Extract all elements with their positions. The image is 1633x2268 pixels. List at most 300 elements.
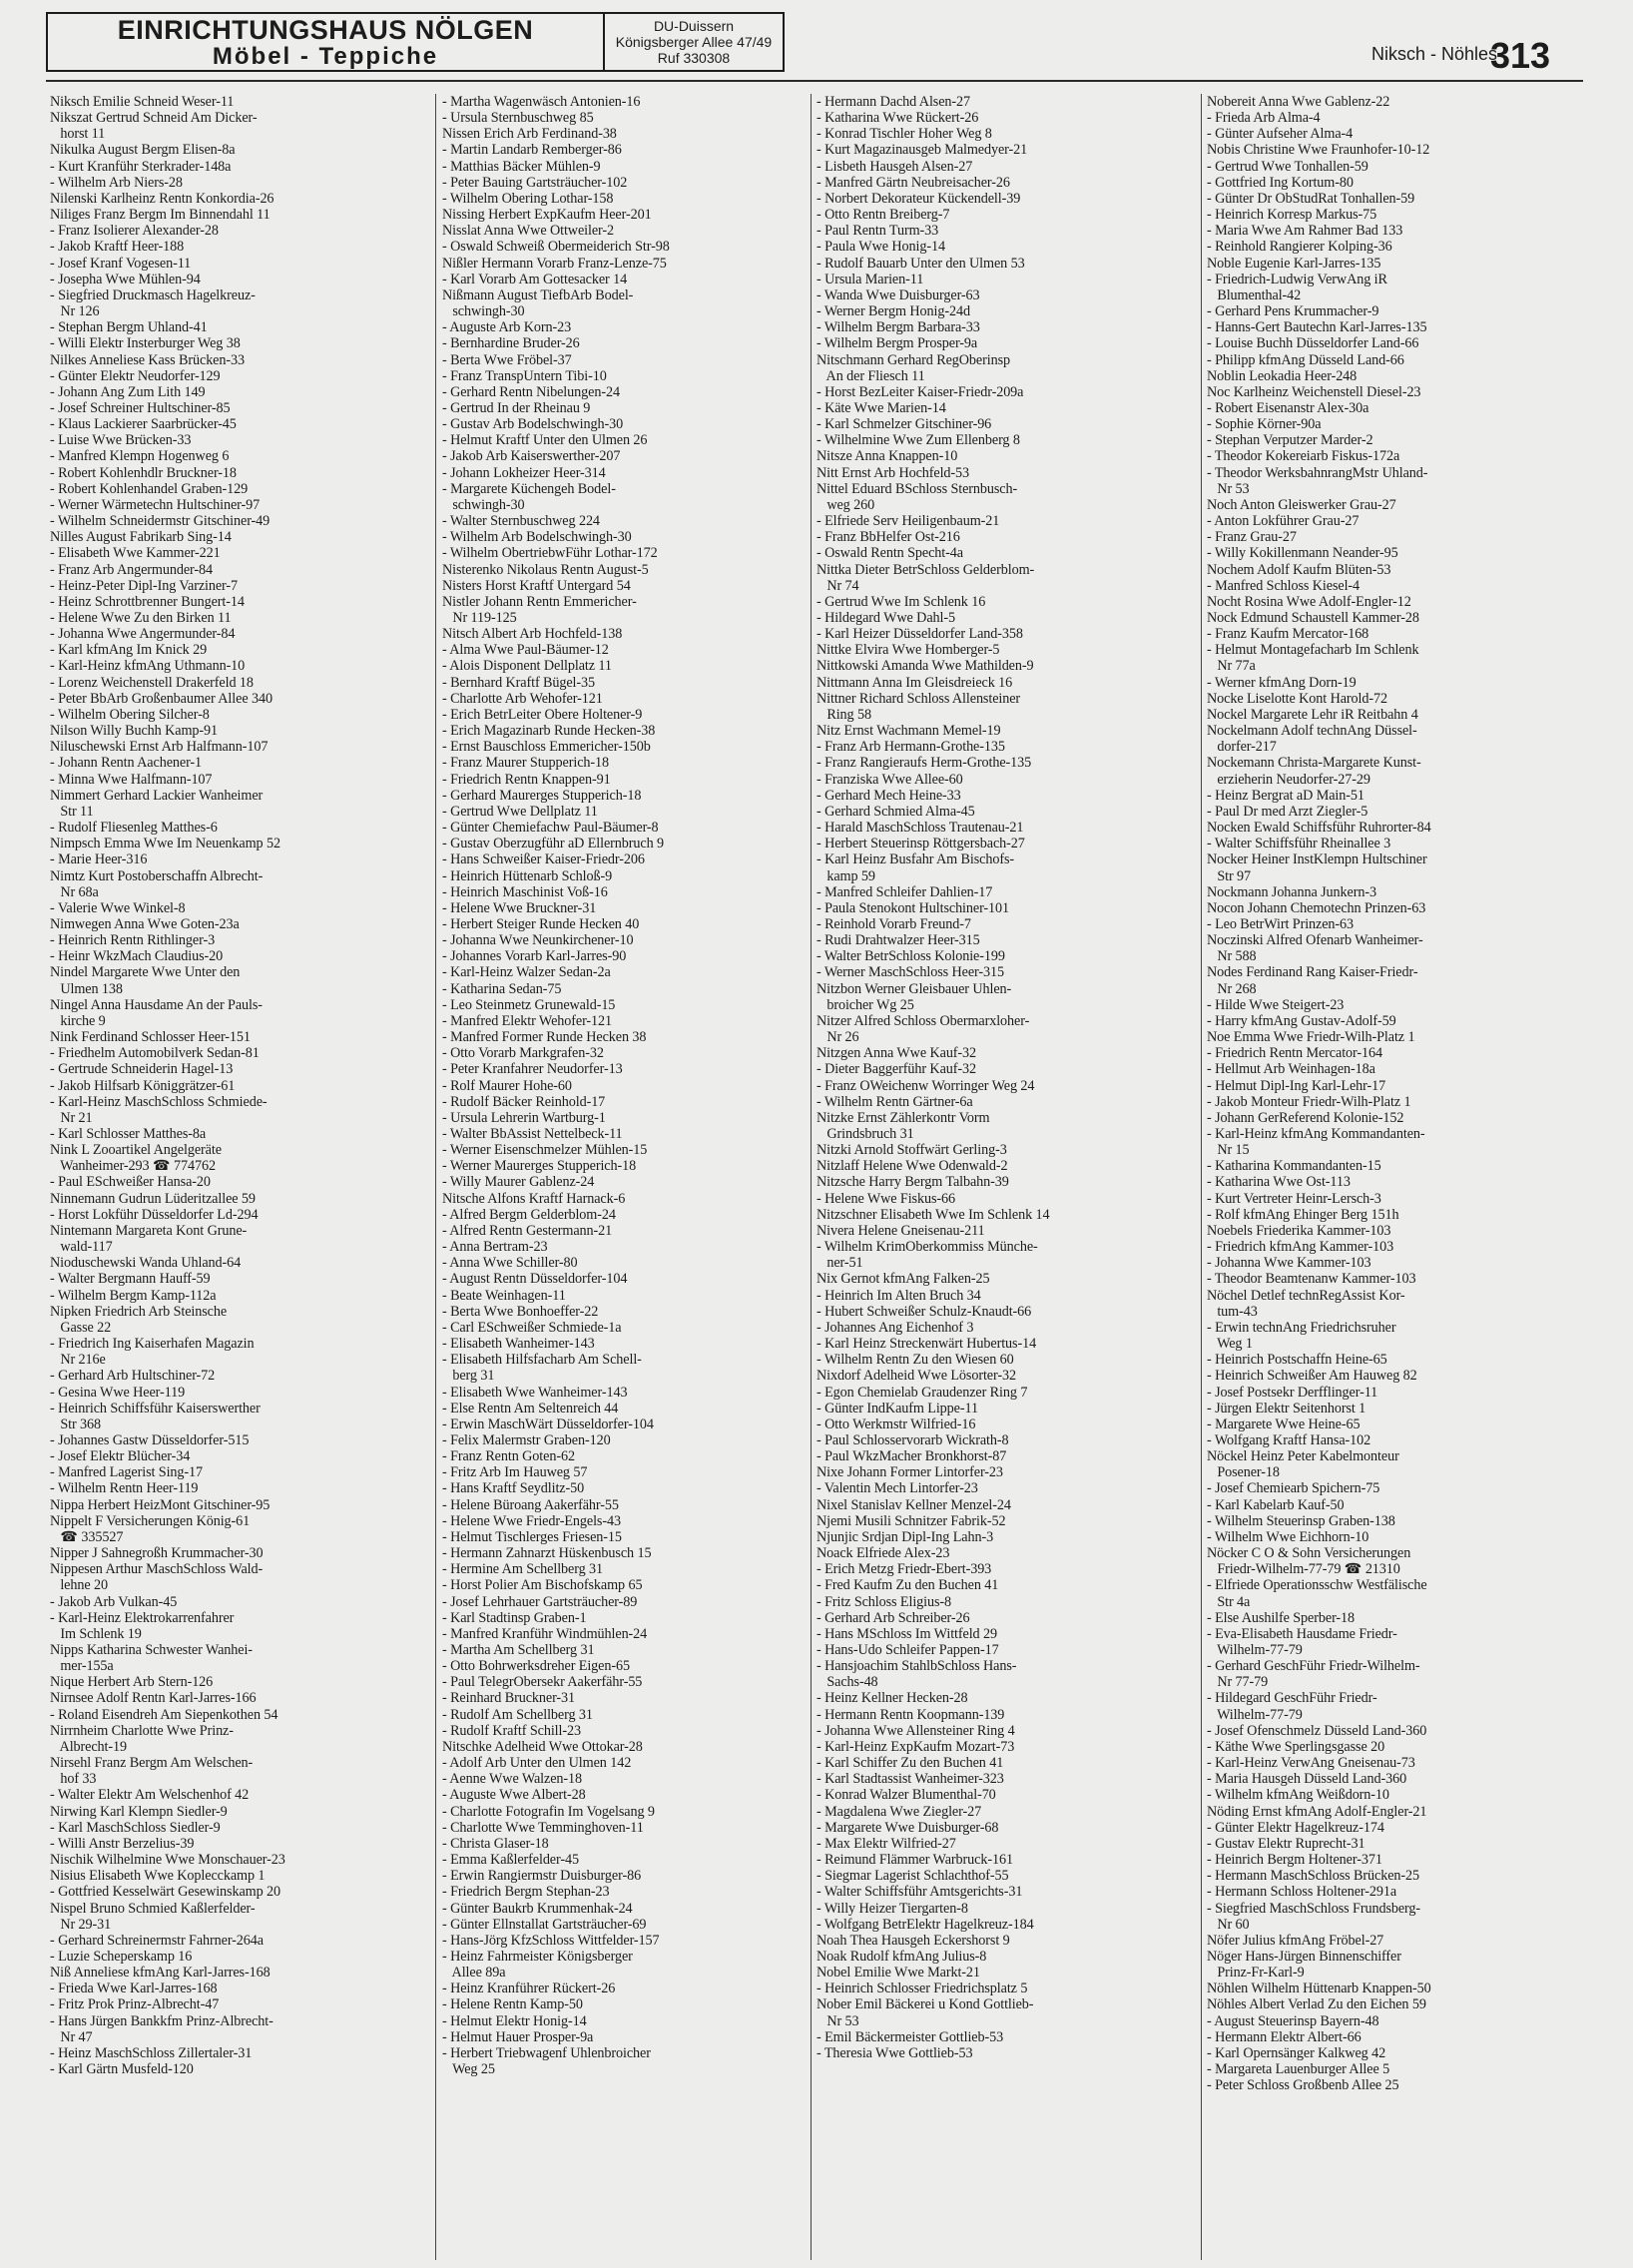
directory-entry: - Katharina Sedan-75 [442, 980, 562, 997]
directory-entry: - Wilhelm kfmAng Weißdorn-10 [1207, 1787, 1389, 1804]
directory-entry: Nittka Dieter BetrSchloss Gelderblom- [816, 561, 1035, 578]
directory-entry: Nistler Johann Rentn Emmericher- [442, 593, 637, 610]
directory-entry: - Helene Wwe Bruckner-31 [442, 899, 597, 916]
directory-entry: Str 11 [50, 803, 94, 820]
directory-entry: - Helmut Hauer Prosper-9a [442, 2028, 594, 2045]
directory-entry: - Margareta Lauenburger Allee 5 [1207, 2061, 1390, 2078]
directory-entry: Nipken Friedrich Arb Steinsche [50, 1303, 228, 1320]
directory-entry: - Horst BezLeiter Kaiser-Friedr-209a [816, 383, 1024, 400]
directory-entry: Nittkowski Amanda Wwe Mathilden-9 [816, 658, 1034, 675]
directory-entry: Nisters Horst Kraftf Untergard 54 [442, 577, 631, 594]
directory-entry: - Paula Stenokont Hultschiner-101 [816, 899, 1010, 916]
directory-entry: - Gertrud Wwe Tonhallen-59 [1207, 158, 1368, 175]
directory-entry: Nockemann Christa-Margarete Kunst- [1207, 755, 1421, 772]
directory-entry: - Emma Kaßlerfelder-45 [442, 1852, 579, 1869]
directory-entry: Nirnsee Adolf Rentn Karl-Jarres-166 [50, 1690, 257, 1707]
directory-entry: - Willy Maurer Gablenz-24 [442, 1174, 595, 1191]
directory-entry: - Wilhelm Steuerinsp Graben-138 [1207, 1512, 1395, 1529]
directory-entry: - Gerhard Arb Hultschiner-72 [50, 1368, 216, 1385]
directory-entry: - Johannes Ang Eichenhof 3 [816, 1319, 974, 1336]
directory-entry: Ring 58 [816, 706, 871, 723]
directory-entry: - Rolf Maurer Hohe-60 [442, 1077, 572, 1094]
directory-entry: Nitzbon Werner Gleisbauer Uhlen- [816, 980, 1012, 997]
directory-entry: - Hermann Elektr Albert-66 [1207, 2028, 1361, 2045]
directory-entry: - Luise Wwe Brücken-33 [50, 432, 192, 449]
directory-entry: - Martha Wagenwäsch Antonien-16 [442, 94, 641, 110]
directory-entry: - Margarete Wwe Duisburger-68 [816, 1819, 999, 1836]
directory-entry: - Günter Dr ObStudRat Tonhallen-59 [1207, 190, 1415, 207]
directory-entry: - Karl-Heinz kfmAng Uthmann-10 [50, 658, 246, 675]
directory-entry: - Heinrich Im Alten Bruch 34 [816, 1287, 981, 1304]
directory-entry: - Friedrich Rentn Mercator-164 [1207, 1045, 1382, 1062]
directory-entry: - Gerhard Maurerges Stupperich-18 [442, 787, 642, 804]
directory-entry: - Hans MSchloss Im Wittfeld 29 [816, 1625, 997, 1642]
directory-entry: Nippesen Arthur MaschSchloss Wald- [50, 1561, 264, 1578]
directory-entry: - Werner Bergm Honig-24d [816, 303, 970, 320]
directory-entry: - Otto Vorarb Markgrafen-32 [442, 1045, 604, 1062]
directory-entry: Nimtz Kurt Postoberschaffn Albrecht- [50, 867, 264, 884]
directory-entry: - Manfred Klempn Hogenweg 6 [50, 448, 230, 465]
directory-entry: - Katharina Kommandanten-15 [1207, 1158, 1381, 1175]
directory-entry: - Willi Elektr Insterburger Weg 38 [50, 335, 241, 352]
directory-entry: - Rudi Drahtwalzer Heer-315 [816, 932, 980, 949]
directory-entry: - Franz BbHelfer Ost-216 [816, 529, 960, 546]
directory-entry: - Jakob Arb Kaiserswerther-207 [442, 448, 621, 465]
directory-entry: Nimwegen Anna Wwe Goten-23a [50, 915, 240, 932]
directory-entry: - Karl-Heinz Walzer Sedan-2a [442, 964, 611, 981]
directory-entry: - Theresia Wwe Gottlieb-53 [816, 2044, 973, 2061]
directory-entry: Noebels Friederika Kammer-103 [1207, 1222, 1391, 1239]
directory-entry: - Wilhelm Bergm Prosper-9a [816, 335, 978, 352]
directory-entry: - Alfred Rentn Gestermann-21 [442, 1222, 613, 1239]
directory-entry: - Gerhard Mech Heine-33 [816, 787, 961, 804]
directory-entry: - Frieda Wwe Karl-Jarres-168 [50, 1981, 218, 1997]
directory-entry: - Wilhelm ObertriebwFühr Lothar-172 [442, 545, 658, 562]
directory-entry: - Heinrich Postschaffn Heine-65 [1207, 1352, 1387, 1369]
directory-entry: - Beate Weinhagen-11 [442, 1287, 566, 1304]
directory-entry: - Hans Schweißer Kaiser-Friedr-206 [442, 851, 645, 868]
directory-entry: - Ursula Marien-11 [816, 271, 924, 287]
directory-entry: Wilhelm-77-79 [1207, 1642, 1303, 1658]
directory-entry: - Karl Gärtn Musfeld-120 [50, 2061, 194, 2078]
directory-entry: Nilles August Fabrikarb Sing-14 [50, 529, 232, 546]
directory-entry: Nisterenko Nikolaus Rentn August-5 [442, 561, 649, 578]
directory-entry: Nispel Bruno Schmied Kaßlerfelder- [50, 1900, 256, 1917]
directory-entry: - Werner Eisenschmelzer Mühlen-15 [442, 1142, 648, 1159]
directory-entry: - Walter BetrSchloss Kolonie-199 [816, 948, 1005, 965]
directory-entry: - Helene Wwe Zu den Birken 11 [50, 610, 232, 626]
directory-entry: - Wilhelm Rentn Gärtner-6a [816, 1093, 973, 1110]
directory-entry: Nirsehl Franz Bergm Am Welschen- [50, 1755, 254, 1772]
directory-entry: Posener-18 [1207, 1464, 1280, 1481]
directory-entry: Nöfer Julius kfmAng Fröbel-27 [1207, 1932, 1384, 1949]
directory-entry: - Heinz Bergrat aD Main-51 [1207, 787, 1364, 804]
directory-entry: - Norbert Dekorateur Kückendell-39 [816, 190, 1021, 207]
directory-entry: Nr 126 [50, 303, 100, 320]
directory-entry: Nitzki Arnold Stoffwärt Gerling-3 [816, 1142, 1007, 1159]
directory-entry: - Johann Ang Zum Lith 149 [50, 383, 206, 400]
directory-entry: Nockel Margarete Lehr iR Reitbahn 4 [1207, 706, 1418, 723]
directory-entry: - Reinhard Bruckner-31 [442, 1690, 576, 1707]
directory-entry: - Alfred Bergm Gelderblom-24 [442, 1206, 616, 1223]
directory-entry: Nocke Liselotte Kont Harold-72 [1207, 690, 1387, 707]
directory-entry: - Gerhard Arb Schreiber-26 [816, 1609, 970, 1626]
directory-entry: - Stephan Verputzer Marder-2 [1207, 432, 1373, 449]
directory-entry: - Manfred Kranführ Windmühlen-24 [442, 1625, 648, 1642]
directory-entry: Nilson Willy Buchh Kamp-91 [50, 723, 218, 740]
directory-entry: - Heinz Schrottbrenner Bungert-14 [50, 593, 245, 610]
directory-entry: - Käthe Wwe Sperlingsgasse 20 [1207, 1738, 1385, 1755]
directory-entry: - Heinr WkzMach Claudius-20 [50, 948, 224, 965]
directory-entry: - Paula Wwe Honig-14 [816, 239, 945, 256]
directory-entry: - Jakob Kraftf Heer-188 [50, 239, 185, 256]
directory-entry: - Gesina Wwe Heer-119 [50, 1384, 186, 1401]
directory-entry: Nr 26 [816, 1029, 859, 1046]
directory-entry: - Alma Wwe Paul-Bäumer-12 [442, 642, 609, 659]
directory-entry: - Dieter Baggerführ Kauf-32 [816, 1061, 976, 1078]
directory-entry: Nitzgen Anna Wwe Kauf-32 [816, 1045, 977, 1062]
directory-entry: - Walter Schiffsführ Amtsgerichts-31 [816, 1884, 1023, 1901]
directory-entry: Nitzschner Elisabeth Wwe Im Schlenk 14 [816, 1206, 1050, 1223]
directory-entry: - Martin Landarb Remberger-86 [442, 142, 622, 159]
directory-entry: - Günter Ellnstallat Gartsträucher-69 [442, 1916, 647, 1933]
ad-phone: Ruf 330308 [657, 50, 731, 66]
directory-entry: - Franz Maurer Stupperich-18 [442, 755, 609, 772]
directory-entry: Noe Emma Wwe Friedr-Wilh-Platz 1 [1207, 1029, 1415, 1046]
directory-entry: - Reinhold Vorarb Freund-7 [816, 915, 971, 932]
directory-entry: - Karl Heinz Busfahr Am Bischofs- [816, 851, 1015, 868]
directory-entry: - Wilhelm Bergm Barbara-33 [816, 319, 980, 336]
directory-entry: - Helene Wwe Fiskus-66 [816, 1190, 955, 1207]
directory-entry: - Franz OWeichenw Worringer Weg 24 [816, 1077, 1035, 1094]
directory-entry: - Rudolf Kraftf Schill-23 [442, 1722, 581, 1739]
directory-entry: - Rudolf Fliesenleg Matthes-6 [50, 820, 218, 837]
directory-entry: Nißmann August TiefbArb Bodel- [442, 286, 634, 303]
directory-entry: Nr 588 [1207, 948, 1257, 965]
directory-entry: - Gerhard GeschFühr Friedr-Wilhelm- [1207, 1658, 1420, 1675]
directory-entry: - Werner Maurerges Stupperich-18 [442, 1158, 637, 1175]
directory-entry: - Josef Lehrhauer Gartsträucher-89 [442, 1593, 638, 1610]
directory-entry: - Elisabeth Wwe Wanheimer-143 [442, 1384, 628, 1401]
directory-entry: Nisslat Anna Wwe Ottweiler-2 [442, 223, 614, 240]
directory-entry: Nöger Hans-Jürgen Binnenschiffer [1207, 1948, 1401, 1965]
directory-entry: - Konrad Tischler Hoher Weg 8 [816, 126, 992, 143]
directory-entry: - Friedrich Bergm Stephan-23 [442, 1884, 610, 1901]
directory-entry: - Karl MaschSchloss Siedler-9 [50, 1819, 221, 1836]
directory-entry: schwingh-30 [442, 303, 525, 320]
directory-entry: mer-155a [50, 1658, 114, 1675]
directory-entry: Nr 77-79 [1207, 1674, 1269, 1691]
directory-entry: - Sophie Körner-90a [1207, 416, 1322, 433]
directory-entry: - Wilhelm Obering Lothar-158 [442, 190, 614, 207]
directory-entry: Nischik Wilhelmine Wwe Monschauer-23 [50, 1852, 285, 1869]
directory-entry: - Katharina Wwe Ost-113 [1207, 1174, 1351, 1191]
directory-entry: - Walter Schiffsführ Rheinallee 3 [1207, 836, 1391, 852]
directory-entry: - Josef Postsekr Derfflinger-11 [1207, 1384, 1378, 1401]
directory-entry: - Werner kfmAng Dorn-19 [1207, 674, 1357, 691]
directory-entry: - Franz Rangieraufs Herm-Grothe-135 [816, 755, 1032, 772]
directory-entry: - Bernhard Kraftf Bügel-35 [442, 674, 596, 691]
directory-entry: - Friedrich-Ludwig VerwAng iR [1207, 271, 1387, 287]
directory-entry: - Helene Wwe Friedr-Engels-43 [442, 1512, 621, 1529]
directory-entry: - Werner MaschSchloss Heer-315 [816, 964, 1004, 981]
directory-entry: Grindsbruch 31 [816, 1126, 914, 1142]
directory-entry: Noah Thea Hausgeh Eckershorst 9 [816, 1932, 1010, 1949]
directory-entry: - Gottfried Kesselwärt Gesewinskamp 20 [50, 1884, 281, 1901]
directory-entry: - Gertrud In der Rheinau 9 [442, 399, 591, 416]
directory-entry: - Siegfried MaschSchloss Frundsberg- [1207, 1900, 1421, 1917]
directory-entry: - Günter Elektr Hagelkreuz-174 [1207, 1819, 1384, 1836]
directory-entry: - Margarete Küchengeh Bodel- [442, 480, 616, 497]
directory-entry: - Franz Arb Hermann-Grothe-135 [816, 739, 1005, 756]
directory-entry: Nr 21 [50, 1109, 93, 1126]
directory-entry: - Otto Werkmstr Wilfried-16 [816, 1416, 976, 1432]
directory-entry: Nitschke Adelheid Wwe Ottokar-28 [442, 1738, 643, 1755]
directory-entry: - Paul TelegrObersekr Aakerfähr-55 [442, 1674, 643, 1691]
directory-entry: - Günter Chemiefachw Paul-Bäumer-8 [442, 820, 659, 837]
directory-entry: - Stephan Bergm Uhland-41 [50, 319, 208, 336]
directory-entry: Nique Herbert Arb Stern-126 [50, 1674, 214, 1691]
directory-entry: - Käte Wwe Marien-14 [816, 399, 946, 416]
directory-entry: - Erwin technAng Friedrichsruher [1207, 1319, 1396, 1336]
directory-entry: - Walter Sternbuschweg 224 [442, 513, 600, 530]
directory-entry: - Wilhelm Rentn Zu den Wiesen 60 [816, 1352, 1014, 1369]
directory-entry: Nippa Herbert HeizMont Gitschiner-95 [50, 1496, 271, 1513]
directory-entry: - Luzie Scheperskamp 16 [50, 1948, 193, 1965]
directory-entry: - Karl Kabelarb Kauf-50 [1207, 1496, 1345, 1513]
directory-entry: - Gottfried Ing Kortum-80 [1207, 174, 1354, 191]
directory-entry: Ningel Anna Hausdame An der Pauls- [50, 996, 263, 1013]
directory-entry: - Karl-Heinz kfmAng Kommandanten- [1207, 1126, 1425, 1142]
directory-entry: Nodes Ferdinand Rang Kaiser-Friedr- [1207, 964, 1418, 981]
directory-entry: - Günter IndKaufm Lippe-11 [816, 1400, 978, 1417]
directory-entry: Nöhlen Wilhelm Hüttenarb Knappen-50 [1207, 1981, 1431, 1997]
directory-entry: - Rolf kfmAng Ehinger Berg 151h [1207, 1206, 1399, 1223]
directory-entry: - Paul Schlosservorarb Wickrath-8 [816, 1431, 1009, 1448]
directory-entry: - Karl-Heinz MaschSchloss Schmiede- [50, 1093, 268, 1110]
directory-entry: - Manfred Schloss Kiesel-4 [1207, 577, 1361, 594]
directory-entry: Niliges Franz Bergm Im Binnendahl 11 [50, 207, 271, 224]
directory-entry: - Helmut Tischlerges Friesen-15 [442, 1528, 622, 1545]
directory-entry: - Elfriede Serv Heiligenbaum-21 [816, 513, 1000, 530]
directory-entry: - Wanda Wwe Duisburger-63 [816, 286, 980, 303]
directory-entry: Nipps Katharina Schwester Wanhei- [50, 1642, 253, 1658]
directory-entry: Nitzke Ernst Zählerkontr Vorm [816, 1109, 990, 1126]
directory-entry: - Hanns-Gert Bautechn Karl-Jarres-135 [1207, 319, 1427, 336]
directory-entry: Nittner Richard Schloss Allensteiner [816, 690, 1021, 707]
directory-entry: Nink L Zooartikel Angelgeräte [50, 1142, 222, 1159]
directory-entry: - Gertrud Wwe Im Schlenk 16 [816, 593, 986, 610]
directory-entry: - Egon Chemielab Graudenzer Ring 7 [816, 1384, 1028, 1401]
directory-entry: - Helmut Elektr Honig-14 [442, 2012, 587, 2029]
directory-entry: Nivera Helene Gneisenau-211 [816, 1222, 985, 1239]
directory-entry: wald-117 [50, 1239, 113, 1256]
directory-entry: - Berta Wwe Bonhoeffer-22 [442, 1303, 599, 1320]
directory-entry: - Hans Kraftf Seydlitz-50 [442, 1480, 585, 1497]
directory-entry: Weg 1 [1207, 1336, 1253, 1353]
ad-company-block [48, 14, 605, 70]
directory-entry: Nock Edmund Schaustell Kammer-28 [1207, 610, 1419, 626]
directory-entry: - Charlotte Wwe Temminghoven-11 [442, 1819, 644, 1836]
directory-entry: - Wilhelm Arb Niers-28 [50, 174, 183, 191]
directory-entry: - Hansjoachim StahlbSchloss Hans- [816, 1658, 1017, 1675]
directory-entry: - Elisabeth Hilfsfacharb Am Schell- [442, 1352, 642, 1369]
directory-entry: - Walter BbAssist Nettelbeck-11 [442, 1126, 623, 1142]
directory-entry: weg 260 [816, 496, 875, 513]
directory-entry: - Magdalena Wwe Ziegler-27 [816, 1803, 982, 1820]
directory-entry: - Reinhold Rangierer Kolping-36 [1207, 239, 1392, 256]
directory-entry: - Berta Wwe Fröbel-37 [442, 351, 572, 368]
directory-entry: Nockmann Johanna Junkern-3 [1207, 883, 1376, 900]
directory-entry: Str 4a [1207, 1593, 1251, 1610]
directory-entry: - Werner Wärmetechn Hultschiner-97 [50, 496, 261, 513]
directory-entry: - Hans-Jörg KfzSchloss Wittfelder-157 [442, 1932, 660, 1949]
directory-entry: Nitzsche Harry Bergm Talbahn-39 [816, 1174, 1009, 1191]
directory-entry: - Konrad Walzer Blumenthal-70 [816, 1787, 996, 1804]
directory-entry: - Wolfgang Kraftf Hansa-102 [1207, 1431, 1371, 1448]
directory-entry: - Herbert Steiger Runde Hecken 40 [442, 915, 640, 932]
directory-entry: Nocht Rosina Wwe Adolf-Engler-12 [1207, 593, 1411, 610]
directory-entry: Nirwing Karl Klempn Siedler-9 [50, 1803, 228, 1820]
directory-entry: - Willi Anstr Berzelius-39 [50, 1835, 195, 1852]
directory-entry: - Margarete Wwe Heine-65 [1207, 1416, 1361, 1432]
directory-entry: - Manfred Schleifer Dahlien-17 [816, 883, 993, 900]
directory-entry: - Philipp kfmAng Düsseld Land-66 [1207, 351, 1404, 368]
directory-entry: Nirrnheim Charlotte Wwe Prinz- [50, 1722, 234, 1739]
page-number: 313 [1490, 35, 1551, 76]
directory-entry: - Anna Bertram-23 [442, 1239, 548, 1256]
directory-entry: - Kurt Vertreter Heinr-Lersch-3 [1207, 1190, 1381, 1207]
directory-entry: - Hans-Udo Schleifer Pappen-17 [816, 1642, 999, 1658]
directory-entry: Nr 53 [1207, 480, 1250, 497]
directory-entry: - Heinrich Schlosser Friedrichsplatz 5 [816, 1981, 1028, 1997]
column-divider [1201, 94, 1202, 2260]
directory-entry: - Heinz Fahrmeister Königsberger [442, 1948, 633, 1965]
directory-entry: - Louise Buchh Düsseldorfer Land-66 [1207, 335, 1419, 352]
directory-entry: - Friedrich Rentn Knappen-91 [442, 771, 611, 788]
directory-entry: Nitsche Alfons Kraftf Harnack-6 [442, 1190, 626, 1207]
directory-entry: - Karl Stadtassist Wanheimer-323 [816, 1771, 1004, 1788]
directory-entry: - Günter Baukrb Krummenhak-24 [442, 1900, 633, 1917]
directory-entry: - Kurt Magazinausgeb Malmedyer-21 [816, 142, 1028, 159]
directory-entry: tum-43 [1207, 1303, 1258, 1320]
directory-column-4 [1207, 94, 1586, 2260]
directory-entry: - Emil Bäckermeister Gottlieb-53 [816, 2028, 1004, 2045]
directory-entry: - Josef Ofenschmelz Düsseld Land-360 [1207, 1722, 1427, 1739]
directory-entry: - Wilhelm Wwe Eichhorn-10 [1207, 1528, 1369, 1545]
directory-entry: Nitsze Anna Knappen-10 [816, 448, 958, 465]
directory-entry: - Oswald Schweiß Obermeiderich Str-98 [442, 239, 670, 256]
directory-entry: - Fritz Arb Im Hauweg 57 [442, 1464, 588, 1481]
directory-entry: Im Schlenk 19 [50, 1625, 142, 1642]
directory-entry: - Heinrich Hüttenarb Schloß-9 [442, 867, 613, 884]
directory-entry: - Erich BetrLeiter Obere Holtener-9 [442, 706, 643, 723]
directory-entry: - Theodor Beamtenanw Kammer-103 [1207, 1271, 1416, 1288]
directory-entry: - Heinz-Peter Dipl-Ing Varziner-7 [50, 577, 239, 594]
directory-entry: Nintemann Margareta Kont Grune- [50, 1222, 248, 1239]
directory-entry: - Frieda Arb Alma-4 [1207, 110, 1321, 127]
directory-entry: Nr 268 [1207, 980, 1257, 997]
directory-entry: - Heinrich Rentn Rithlinger-3 [50, 932, 216, 949]
directory-entry: - Karl Schiffer Zu den Buchen 41 [816, 1755, 1004, 1772]
ad-products: Möbel - Teppiche [212, 43, 439, 70]
directory-entry: - Manfred Elektr Wehofer-121 [442, 1012, 613, 1029]
directory-entry: Noack Elfriede Alex-23 [816, 1545, 950, 1562]
directory-entry: - Karl Heinz Streckenwärt Hubertus-14 [816, 1336, 1037, 1353]
directory-entry: Nixel Stanislav Kellner Menzel-24 [816, 1496, 1011, 1513]
directory-entry: Niksch Emilie Schneid Weser-11 [50, 94, 235, 110]
directory-entry: - Manfred Former Runde Hecken 38 [442, 1029, 647, 1046]
directory-entry: Str 368 [50, 1416, 102, 1432]
directory-entry: Noch Anton Gleiswerker Grau-27 [1207, 496, 1396, 513]
directory-entry: - Hildegard Wwe Dahl-5 [816, 610, 955, 626]
directory-entry: Nioduschewski Wanda Uhland-64 [50, 1255, 242, 1272]
directory-entry: Nippelt F Versicherungen König-61 [50, 1512, 251, 1529]
ad-company-name: EINRICHTUNGSHAUS NÖLGEN [117, 15, 534, 45]
directory-column-1 [50, 94, 429, 2260]
directory-entry: - Johann Lokheizer Heer-314 [442, 464, 606, 481]
directory-entry: - Johanna Wwe Neunkirchener-10 [442, 932, 634, 949]
directory-entry: Nixe Johann Former Lintorfer-23 [816, 1464, 1003, 1481]
directory-entry: - Josef Chemiearb Spichern-75 [1207, 1480, 1380, 1497]
directory-entry: - Franz Grau-27 [1207, 529, 1297, 546]
directory-entry: - Heinrich Korresp Markus-75 [1207, 207, 1377, 224]
directory-entry: Allee 89a [442, 1965, 506, 1982]
directory-entry: Nr 216e [50, 1352, 106, 1369]
directory-entry: - Fritz Schloss Eligius-8 [816, 1593, 952, 1610]
column-divider [811, 94, 812, 2260]
directory-entry: - Franz Arb Angermunder-84 [50, 561, 213, 578]
directory-entry: - Johanna Wwe Kammer-103 [1207, 1255, 1371, 1272]
directory-entry: - Auguste Arb Korn-23 [442, 319, 572, 336]
directory-entry: - Hellmut Arb Weinhagen-18a [1207, 1061, 1375, 1078]
directory-entry: Nissen Erich Arb Ferdinand-38 [442, 126, 617, 143]
directory-entry: - Felix Malermstr Graben-120 [442, 1431, 611, 1448]
directory-entry: Nix Gernot kfmAng Falken-25 [816, 1271, 990, 1288]
directory-entry: Nr 74 [816, 577, 859, 594]
directory-entry: - Wilhelm Bergm Kamp-112a [50, 1287, 217, 1304]
directory-entry: - Harry kfmAng Gustav-Adolf-59 [1207, 1012, 1396, 1029]
directory-entry: - Peter Schloss Großbenb Allee 25 [1207, 2077, 1399, 2094]
directory-entry: - Marie Heer-316 [50, 851, 148, 868]
directory-entry: - Hermann MaschSchloss Brücken-25 [1207, 1868, 1420, 1885]
directory-entry: - Anton Lokführer Grau-27 [1207, 513, 1360, 530]
directory-entry: - Josef Kranf Vogesen-11 [50, 255, 192, 272]
directory-entry: - Günter Elektr Neudorfer-129 [50, 367, 221, 384]
directory-entry: - Karl Heizer Düsseldorfer Land-358 [816, 626, 1023, 643]
directory-entry: Wilhelm-77-79 [1207, 1706, 1303, 1723]
directory-entry: Sachs-48 [816, 1674, 878, 1691]
directory-entry: dorfer-217 [1207, 739, 1277, 756]
directory-entry: - Johann Rentn Aachener-1 [50, 755, 203, 772]
directory-entry: - Manfred Gärtn Neubreisacher-26 [816, 174, 1010, 191]
directory-entry: - Karl Stadtinsp Graben-1 [442, 1609, 587, 1626]
directory-entry: kamp 59 [816, 867, 875, 884]
directory-entry: Blumenthal-42 [1207, 286, 1302, 303]
directory-entry: - Matthias Bäcker Mühlen-9 [442, 158, 601, 175]
directory-entry: - Harald MaschSchloss Trautenau-21 [816, 820, 1024, 837]
directory-entry: - Johann GerReferend Kolonie-152 [1207, 1109, 1404, 1126]
directory-entry: Njunjic Srdjan Dipl-Ing Lahn-3 [816, 1528, 994, 1545]
directory-entry: Nober Emil Bäckerei u Kond Gottlieb- [816, 1996, 1034, 2013]
directory-entry: Nixdorf Adelheid Wwe Lösorter-32 [816, 1368, 1016, 1385]
directory-entry: - Ernst Bauschloss Emmericher-150b [442, 739, 651, 756]
directory-entry: - Charlotte Arb Wehofer-121 [442, 690, 603, 707]
directory-entry: - Johanna Wwe Angermunder-84 [50, 626, 236, 643]
directory-entry: - Ursula Lehrerin Wartburg-1 [442, 1109, 606, 1126]
directory-entry: Friedr-Wilhelm-77-79 ☎ 21310 [1207, 1561, 1400, 1578]
directory-entry: - Hermann Rentn Koopmann-139 [816, 1706, 1005, 1723]
